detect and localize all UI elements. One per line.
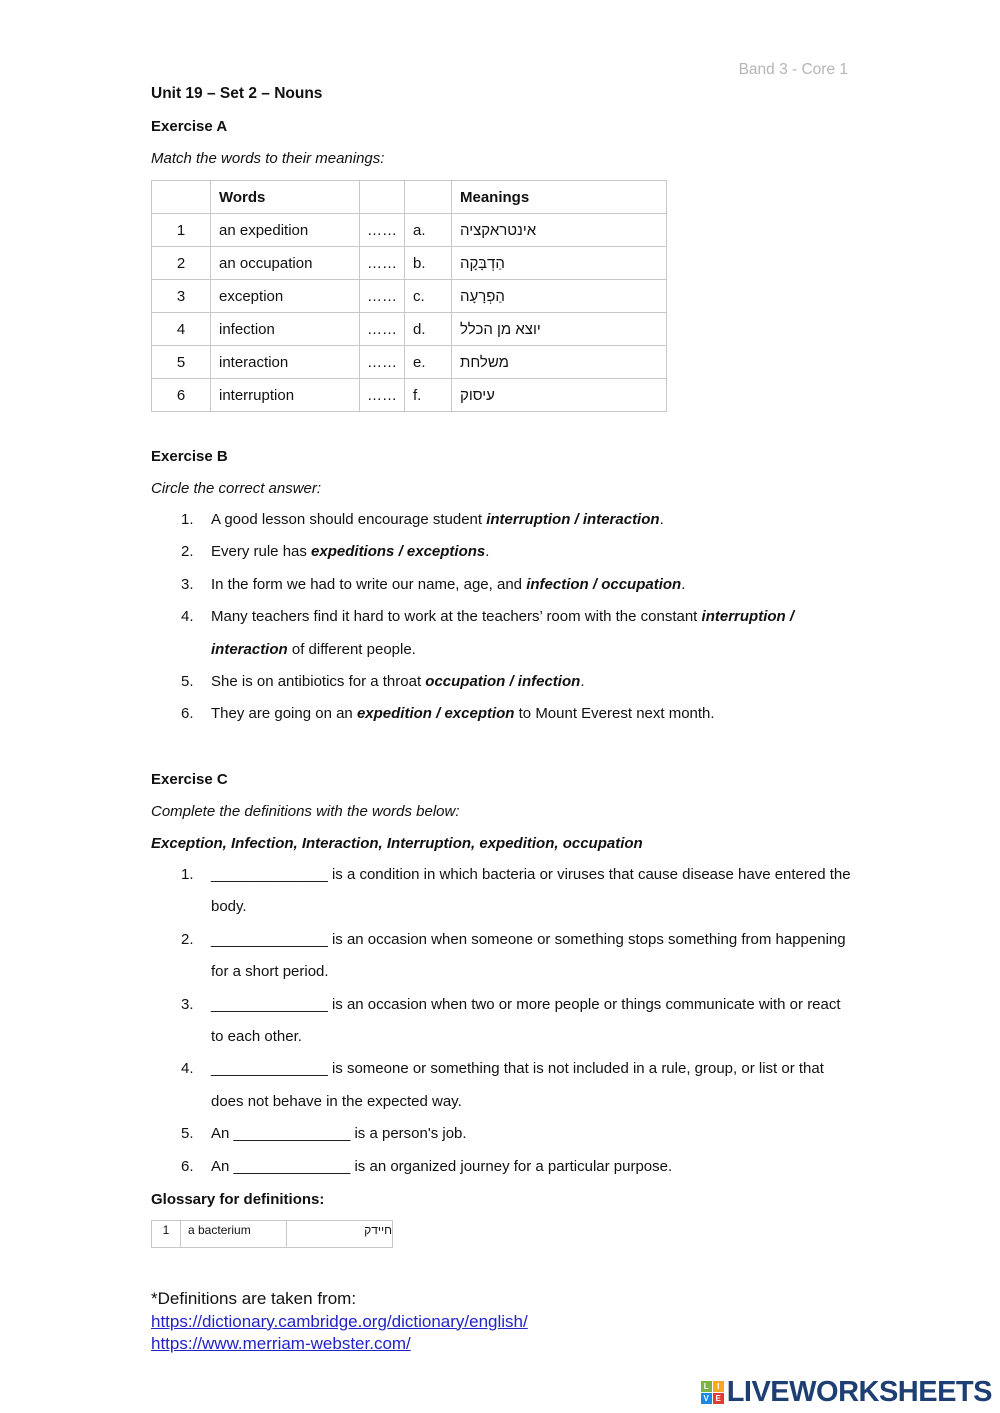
table-header-row	[152, 181, 667, 214]
word-cell: interruption	[211, 379, 360, 412]
exercise-b-instruction: Circle the correct answer:	[151, 480, 322, 497]
exercise-c-instruction: Complete the definitions with the words below:	[151, 803, 460, 820]
meaning-letter: b.	[405, 247, 452, 280]
item-text: A good lesson should encourage student	[211, 511, 487, 528]
list-item	[151, 698, 851, 730]
definition-item	[151, 1151, 851, 1183]
list-item	[151, 569, 851, 601]
definition-text[interactable]: An ______________ is a person's job.	[211, 1125, 467, 1143]
item-text: Every rule has	[211, 543, 312, 561]
page-header: Band 3 - Core 1	[738, 61, 848, 78]
item-text-end: .	[580, 673, 585, 691]
definition-item	[151, 924, 851, 989]
answer-blank[interactable]: ……	[360, 346, 405, 379]
definition-text[interactable]: ______________ is a condition in which bacteria or viruses that cause disease have entered the body.	[211, 866, 851, 916]
table-row	[152, 214, 667, 247]
definition-text[interactable]: An ______________ is an organized journey for a particular purpose.	[211, 1157, 673, 1175]
item-text: She is on antibiotics for a throat	[211, 673, 426, 691]
definition-text[interactable]: ______________ is an occasion when someone or something stops something from happening for a short period.	[211, 930, 846, 981]
item-number: 4.	[181, 1060, 194, 1078]
item-number: 1.	[181, 511, 194, 528]
row-number: 6	[152, 379, 211, 412]
word-cell: interaction	[211, 346, 360, 379]
row-number: 5	[152, 346, 211, 379]
sources-footer	[151, 1288, 528, 1356]
answer-blank[interactable]: ……	[360, 313, 405, 346]
meaning-letter: f.	[405, 379, 452, 412]
exercise-b-list	[151, 504, 851, 731]
item-number: 1.	[181, 866, 194, 883]
glossary-row	[152, 1221, 393, 1248]
item-text: In the form we had to write our name, age, and	[211, 575, 527, 593]
meaning-letter: d.	[405, 313, 452, 346]
exercise-a-heading: Exercise A	[151, 118, 228, 135]
table-row	[152, 379, 667, 412]
item-text-end: to Mount Everest next month.	[514, 705, 715, 723]
glossary-number: 1	[152, 1221, 181, 1248]
list-item	[151, 536, 851, 568]
exercise-a-instruction: Match the words to their meanings:	[151, 150, 385, 167]
row-number: 3	[152, 280, 211, 313]
definition-item	[151, 1053, 851, 1118]
item-number: 5.	[181, 1125, 194, 1143]
glossary-table	[151, 1220, 393, 1248]
row-number: 4	[152, 313, 211, 346]
meaning-cell: הַדְבָּקָה	[452, 247, 667, 280]
liveworksheets-logo	[701, 1376, 992, 1409]
item-number: 2.	[181, 543, 194, 561]
item-number: 6.	[181, 1157, 194, 1175]
item-text: They are going on an	[211, 705, 357, 723]
glossary-translation: חיידק	[287, 1221, 393, 1248]
definition-item	[151, 989, 851, 1054]
word-cell: infection	[211, 313, 360, 346]
answer-choice[interactable]: expeditions / exceptions	[311, 543, 486, 561]
meanings-header: Meanings	[452, 181, 667, 214]
answer-choice[interactable]: expedition / exception	[356, 705, 515, 723]
answer-choice[interactable]: interruption / interaction	[486, 511, 660, 528]
item-number: 3.	[181, 575, 194, 593]
meaning-letter: c.	[405, 280, 452, 313]
row-number: 2	[152, 247, 211, 280]
row-number: 1	[152, 214, 211, 247]
glossary-term: a bacterium	[181, 1221, 287, 1248]
sources-note: *Definitions are taken from:	[151, 1289, 357, 1308]
answer-blank[interactable]: ……	[360, 280, 405, 313]
definition-text[interactable]: ______________ is an occasion when two or more people or things communicate with or react to each other.	[211, 995, 841, 1046]
answer-blank[interactable]: ……	[360, 247, 405, 280]
logo-text: LIVEWORKSHEETS	[726, 1376, 992, 1408]
item-number: 5.	[181, 673, 194, 691]
answer-choice[interactable]: occupation / infection	[425, 673, 581, 691]
word-bank: Exception, Infection, Interaction, Interruption, expedition, occupation	[151, 835, 643, 852]
word-cell: an expedition	[211, 214, 360, 247]
exercise-b-heading: Exercise B	[151, 448, 228, 465]
table-row	[152, 247, 667, 280]
exercise-c-list	[151, 859, 851, 1183]
answer-choice[interactable]: interruption / interaction	[211, 608, 795, 658]
meaning-cell: הַפְרָעָה	[452, 280, 667, 313]
item-number: 3.	[181, 995, 194, 1013]
definition-text[interactable]: ______________ is someone or something that is not included in a rule, group, or list or that does not behave in the expected way.	[211, 1060, 824, 1110]
table-row	[152, 313, 667, 346]
list-item	[151, 504, 851, 536]
meaning-cell: משלחת	[452, 346, 667, 379]
exercise-c-heading: Exercise C	[151, 771, 228, 788]
meaning-letter: a.	[405, 214, 452, 247]
page-title: Unit 19 – Set 2 – Nouns	[151, 85, 323, 102]
meaning-cell: עיסוק	[452, 379, 667, 412]
meaning-cell: יוצא מן הכלל	[452, 313, 667, 346]
meaning-cell: אינטראקציה	[452, 214, 667, 247]
merriam-webster-link[interactable]: https://www.merriam-webster.com/	[151, 1334, 411, 1353]
word-cell: an occupation	[211, 247, 360, 280]
item-number: 2.	[181, 930, 194, 948]
word-cell: exception	[211, 280, 360, 313]
cambridge-link[interactable]: https://dictionary.cambridge.org/dictionary/english/	[151, 1311, 528, 1331]
answer-choice[interactable]: infection / occupation	[526, 575, 682, 593]
answer-blank[interactable]: ……	[360, 379, 405, 412]
matching-table	[151, 180, 667, 412]
glossary-heading: Glossary for definitions:	[151, 1191, 325, 1208]
answer-blank[interactable]: ……	[360, 214, 405, 247]
meaning-letter: e.	[405, 346, 452, 379]
item-text-end: of different people.	[287, 640, 416, 658]
words-header: Words	[211, 181, 360, 214]
table-row	[152, 346, 667, 379]
item-text-end: .	[485, 543, 490, 561]
item-number: 6.	[181, 705, 194, 723]
list-item	[151, 601, 851, 666]
list-item	[151, 666, 851, 698]
logo-cube-icon: L I V E	[701, 1381, 724, 1404]
item-number: 4.	[181, 608, 194, 626]
definition-item	[151, 1118, 851, 1150]
item-text: Many teachers find it hard to work at the teachers’ room with the constant	[211, 608, 702, 626]
item-text-end: .	[681, 575, 686, 593]
item-text-end: .	[659, 511, 664, 528]
table-row	[152, 280, 667, 313]
definition-item	[151, 859, 851, 924]
